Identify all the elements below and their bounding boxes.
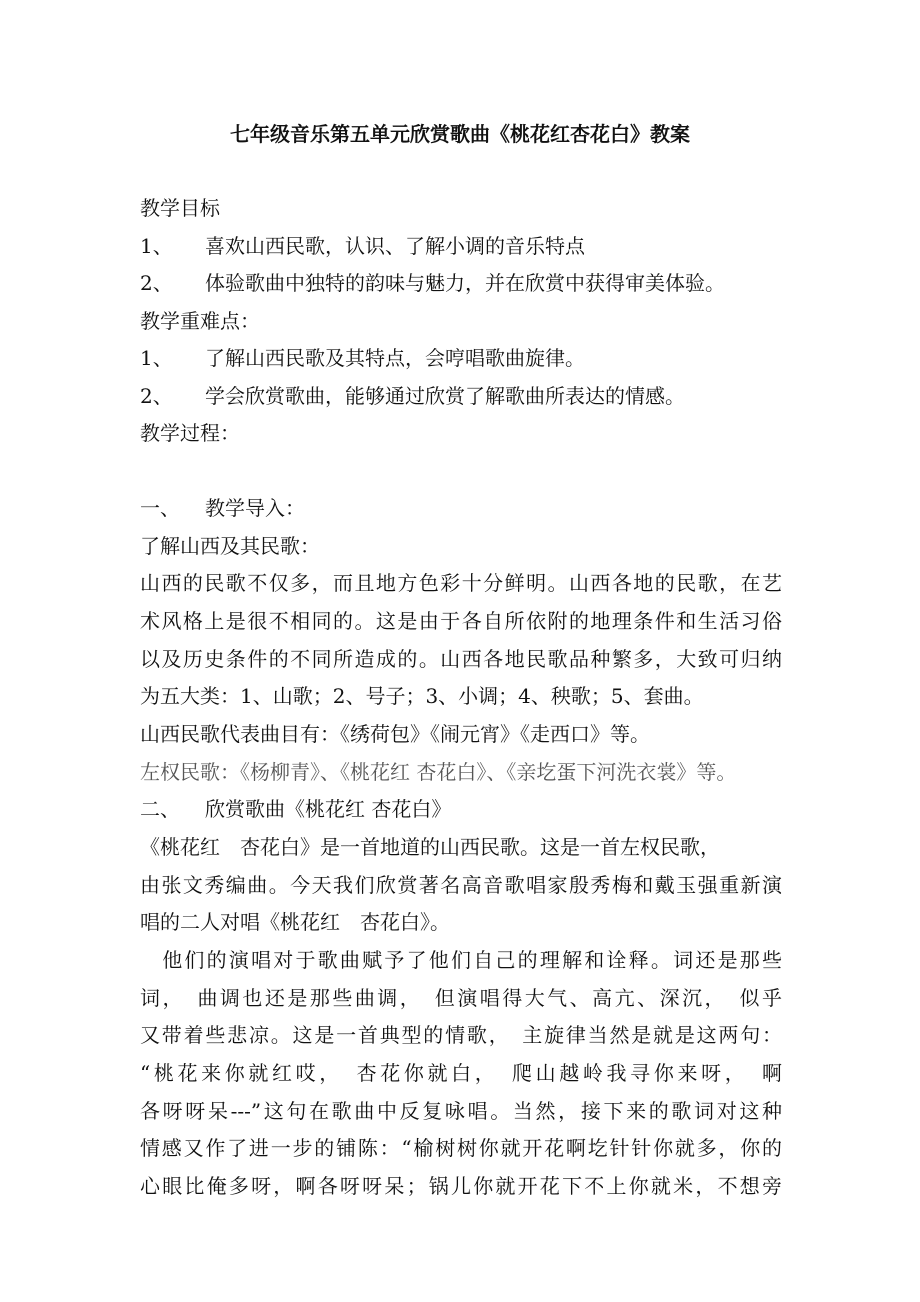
- paragraph-line: 情感又作了进一步的铺陈：“榆树树你就开花啊圪针针你就多，你的: [140, 1136, 782, 1160]
- item-number: 1、: [140, 234, 173, 258]
- item-number: 1、: [140, 346, 173, 370]
- paragraph-line: 左权民歌：《杨柳青》、《桃花红 杏花白》、《亲圪蛋下河洗衣裳》等。: [140, 760, 737, 784]
- goal-item: [140, 268, 782, 298]
- paragraph-line: 术风格上是很不相同的。这是由于各自所依附的地理条件和生活习俗: [140, 609, 782, 633]
- item-text: 喜欢山西民歌，认识、了解小调的音乐特点: [205, 234, 585, 258]
- document-title: 七年级音乐第五单元欣赏歌曲《桃花红杏花白》教案: [230, 122, 690, 146]
- section1-heading: [140, 493, 782, 523]
- paragraph-line: 山西的民歌不仅多，而且地方色彩十分鲜明。山西各地的民歌，在艺: [140, 571, 782, 595]
- section-number: 一、: [140, 496, 180, 520]
- paragraph-line: 为五大类：1、山歌；2、号子；3、小调；4、秧歌；5、套曲。: [140, 684, 704, 708]
- goals-heading: 教学目标: [140, 196, 220, 220]
- item-text: 体验歌曲中独特的韵味与魅力，并在欣赏中获得审美体验。: [205, 271, 725, 295]
- key-point-item: [140, 343, 782, 373]
- item-text: 学会欣赏歌曲，能够通过欣赏了解歌曲所表达的情感。: [205, 384, 685, 408]
- item-number: 2、: [140, 384, 173, 408]
- paragraph-line: 山西民歌代表曲目有：《绣荷包》《闹元宵》《走西口》等。: [140, 722, 650, 746]
- section-title: 教学导入：: [205, 496, 305, 520]
- paragraph-line: 由张文秀编曲。今天我们欣赏著名高音歌唱家殷秀梅和戴玉强重新演: [140, 873, 782, 897]
- paragraph-line: 又带着些悲凉。这是一首典型的情歌， 主旋律当然是就是这两句：: [140, 1023, 782, 1047]
- paragraph-line: 唱的二人对唱《桃花红 杏花白》。: [140, 910, 450, 934]
- paragraph-line: 心眼比俺多呀，啊各呀呀呆；锅儿你就开花下不上你就米，不想旁: [140, 1174, 782, 1198]
- process-heading: 教学过程：: [140, 421, 240, 445]
- section-number: 二、: [140, 797, 180, 821]
- paragraph-line: “桃花来你就红哎， 杏花你就白， 爬山越岭我寻你来呀， 啊: [140, 1061, 782, 1085]
- paragraph-line: 他们的演唱对于歌曲赋予了他们自己的理解和诠释。词还是那些: [140, 948, 782, 972]
- paragraph-line: 各呀呀呆---”这句在歌曲中反复咏唱。当然，接下来的歌词对这种: [140, 1099, 782, 1123]
- key-points-heading: 教学重难点：: [140, 309, 260, 333]
- paragraph-line: 以及历史条件的不同所造成的。山西各地民歌品种繁多，大致可归纳: [140, 647, 782, 671]
- section2-heading: [140, 794, 782, 824]
- goal-item: [140, 231, 782, 261]
- item-text: 了解山西民歌及其特点，会哼唱歌曲旋律。: [205, 346, 585, 370]
- paragraph-line: 《桃花红 杏花白》是一首地道的山西民歌。这是一首左权民歌，: [140, 835, 720, 859]
- item-number: 2、: [140, 271, 173, 295]
- section-title: 欣赏歌曲《桃花红 杏花白》: [205, 797, 452, 821]
- key-point-item: [140, 381, 782, 411]
- section1-subheading: 了解山西及其民歌：: [140, 534, 320, 558]
- paragraph-line: 词， 曲调也还是那些曲调， 但演唱得大气、高亢、深沉， 似乎: [140, 986, 782, 1010]
